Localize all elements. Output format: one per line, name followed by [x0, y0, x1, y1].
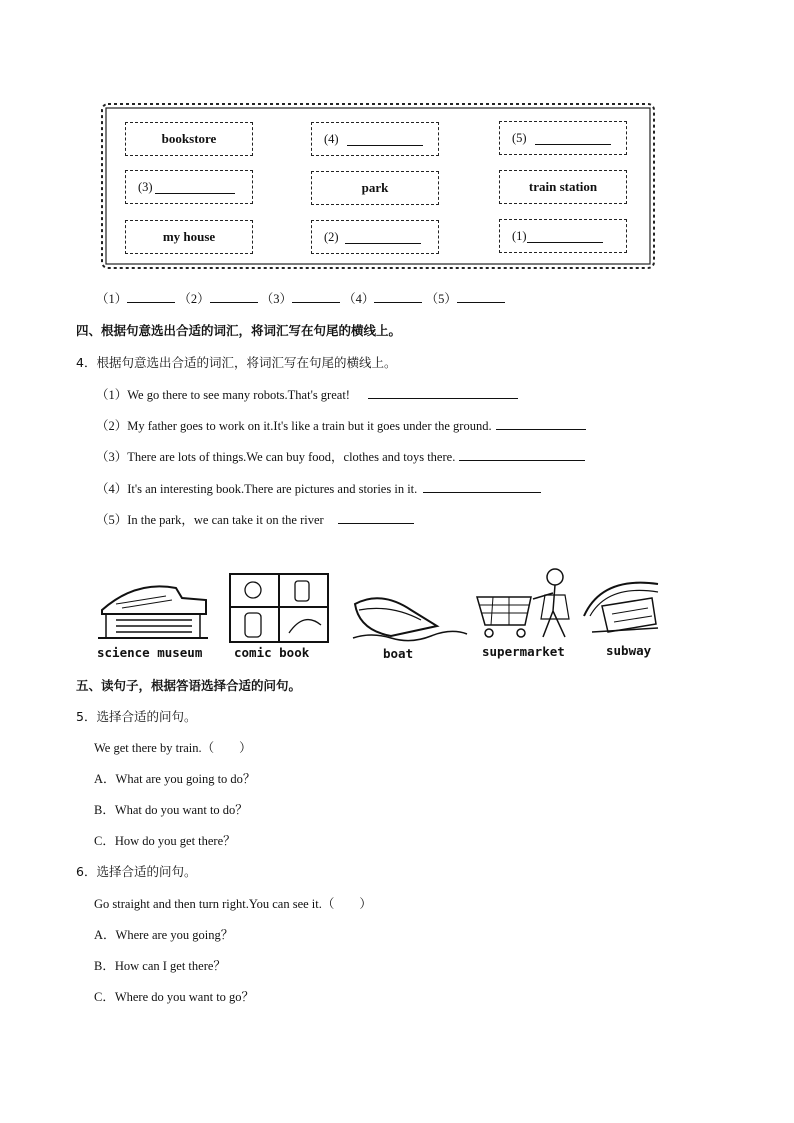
- question-6-prompt: Go straight and then turn right.You can see it.（ ）: [94, 897, 372, 911]
- label-comic-book: comic book: [234, 645, 310, 660]
- label-science-museum: science museum: [97, 645, 203, 660]
- boat-picture: [351, 590, 469, 642]
- answer-blank[interactable]: [292, 290, 340, 303]
- q5-option-b[interactable]: B．What do you want to do？: [94, 803, 248, 817]
- comic-book-picture: [229, 573, 329, 643]
- label-supermarket: supermarket: [482, 644, 565, 659]
- map-box-my-house: my house: [125, 220, 253, 254]
- section-5-heading: 五、读句子，根据答语选择合适的问句。: [76, 678, 302, 693]
- q4-item-2: （2）My father goes to work on it.It's like a train but it goes under the ground.: [96, 416, 586, 434]
- question-5-title: 5．选择合适的问句。: [76, 709, 197, 724]
- map-box-park: park: [311, 171, 439, 205]
- q5-option-a[interactable]: A．What are you going to do？: [94, 772, 256, 786]
- q6-option-c[interactable]: C．Where do you want to go？: [94, 990, 255, 1004]
- map-frame: [98, 100, 658, 272]
- label-boat: boat: [383, 646, 414, 661]
- q4-item-4: （4）It's an interesting book.There are pictures and stories in it.: [96, 479, 541, 497]
- supermarket-picture: [473, 567, 573, 643]
- q5-option-c[interactable]: C．How do you get there？: [94, 834, 236, 848]
- answer-blank[interactable]: [459, 448, 585, 461]
- section-4-heading: 四、根据句意选出合适的词汇，将词汇写在句尾的横线上。: [76, 323, 402, 338]
- map-box-train-station: train station: [499, 170, 627, 204]
- question-5-prompt: We get there by train.（ ）: [94, 741, 252, 755]
- answer-blank[interactable]: [496, 417, 586, 430]
- map-box-blank-2: (2): [311, 220, 439, 254]
- map-box-blank-1: (1): [499, 219, 627, 253]
- answer-blank[interactable]: [423, 480, 541, 493]
- map-box-blank-4: (4): [311, 122, 439, 156]
- answer-blank[interactable]: [210, 290, 258, 303]
- answer-blank[interactable]: [368, 386, 518, 399]
- q4-item-5: （5）In the park，we can take it on the river: [96, 510, 414, 528]
- map-box-blank-3: (3): [125, 170, 253, 204]
- subway-picture: [582, 576, 660, 638]
- answer-blank[interactable]: [374, 290, 422, 303]
- label-subway: subway: [606, 643, 652, 658]
- q4-item-3: （3）There are lots of things.We can buy food，clothes and toys there.: [96, 447, 585, 465]
- map-box-blank-5: (5): [499, 121, 627, 155]
- q4-item-1: （1）We go there to see many robots.That's great!: [96, 385, 518, 403]
- science-museum-picture: [96, 570, 212, 642]
- q6-option-b[interactable]: B．How can I get there？: [94, 959, 226, 973]
- answer-blank[interactable]: [338, 511, 414, 524]
- question-6-title: 6．选择合适的问句。: [76, 864, 197, 879]
- answer-blank[interactable]: [127, 290, 175, 303]
- map-box-bookstore: bookstore: [125, 122, 253, 156]
- answer-row: （1） （2） （3） （4） （5）: [96, 289, 505, 307]
- question-4-title: 4．根据句意选出合适的词汇，将词汇写在句尾的横线上。: [76, 355, 397, 370]
- q6-option-a[interactable]: A．Where are you going？: [94, 928, 234, 942]
- answer-blank[interactable]: [457, 290, 505, 303]
